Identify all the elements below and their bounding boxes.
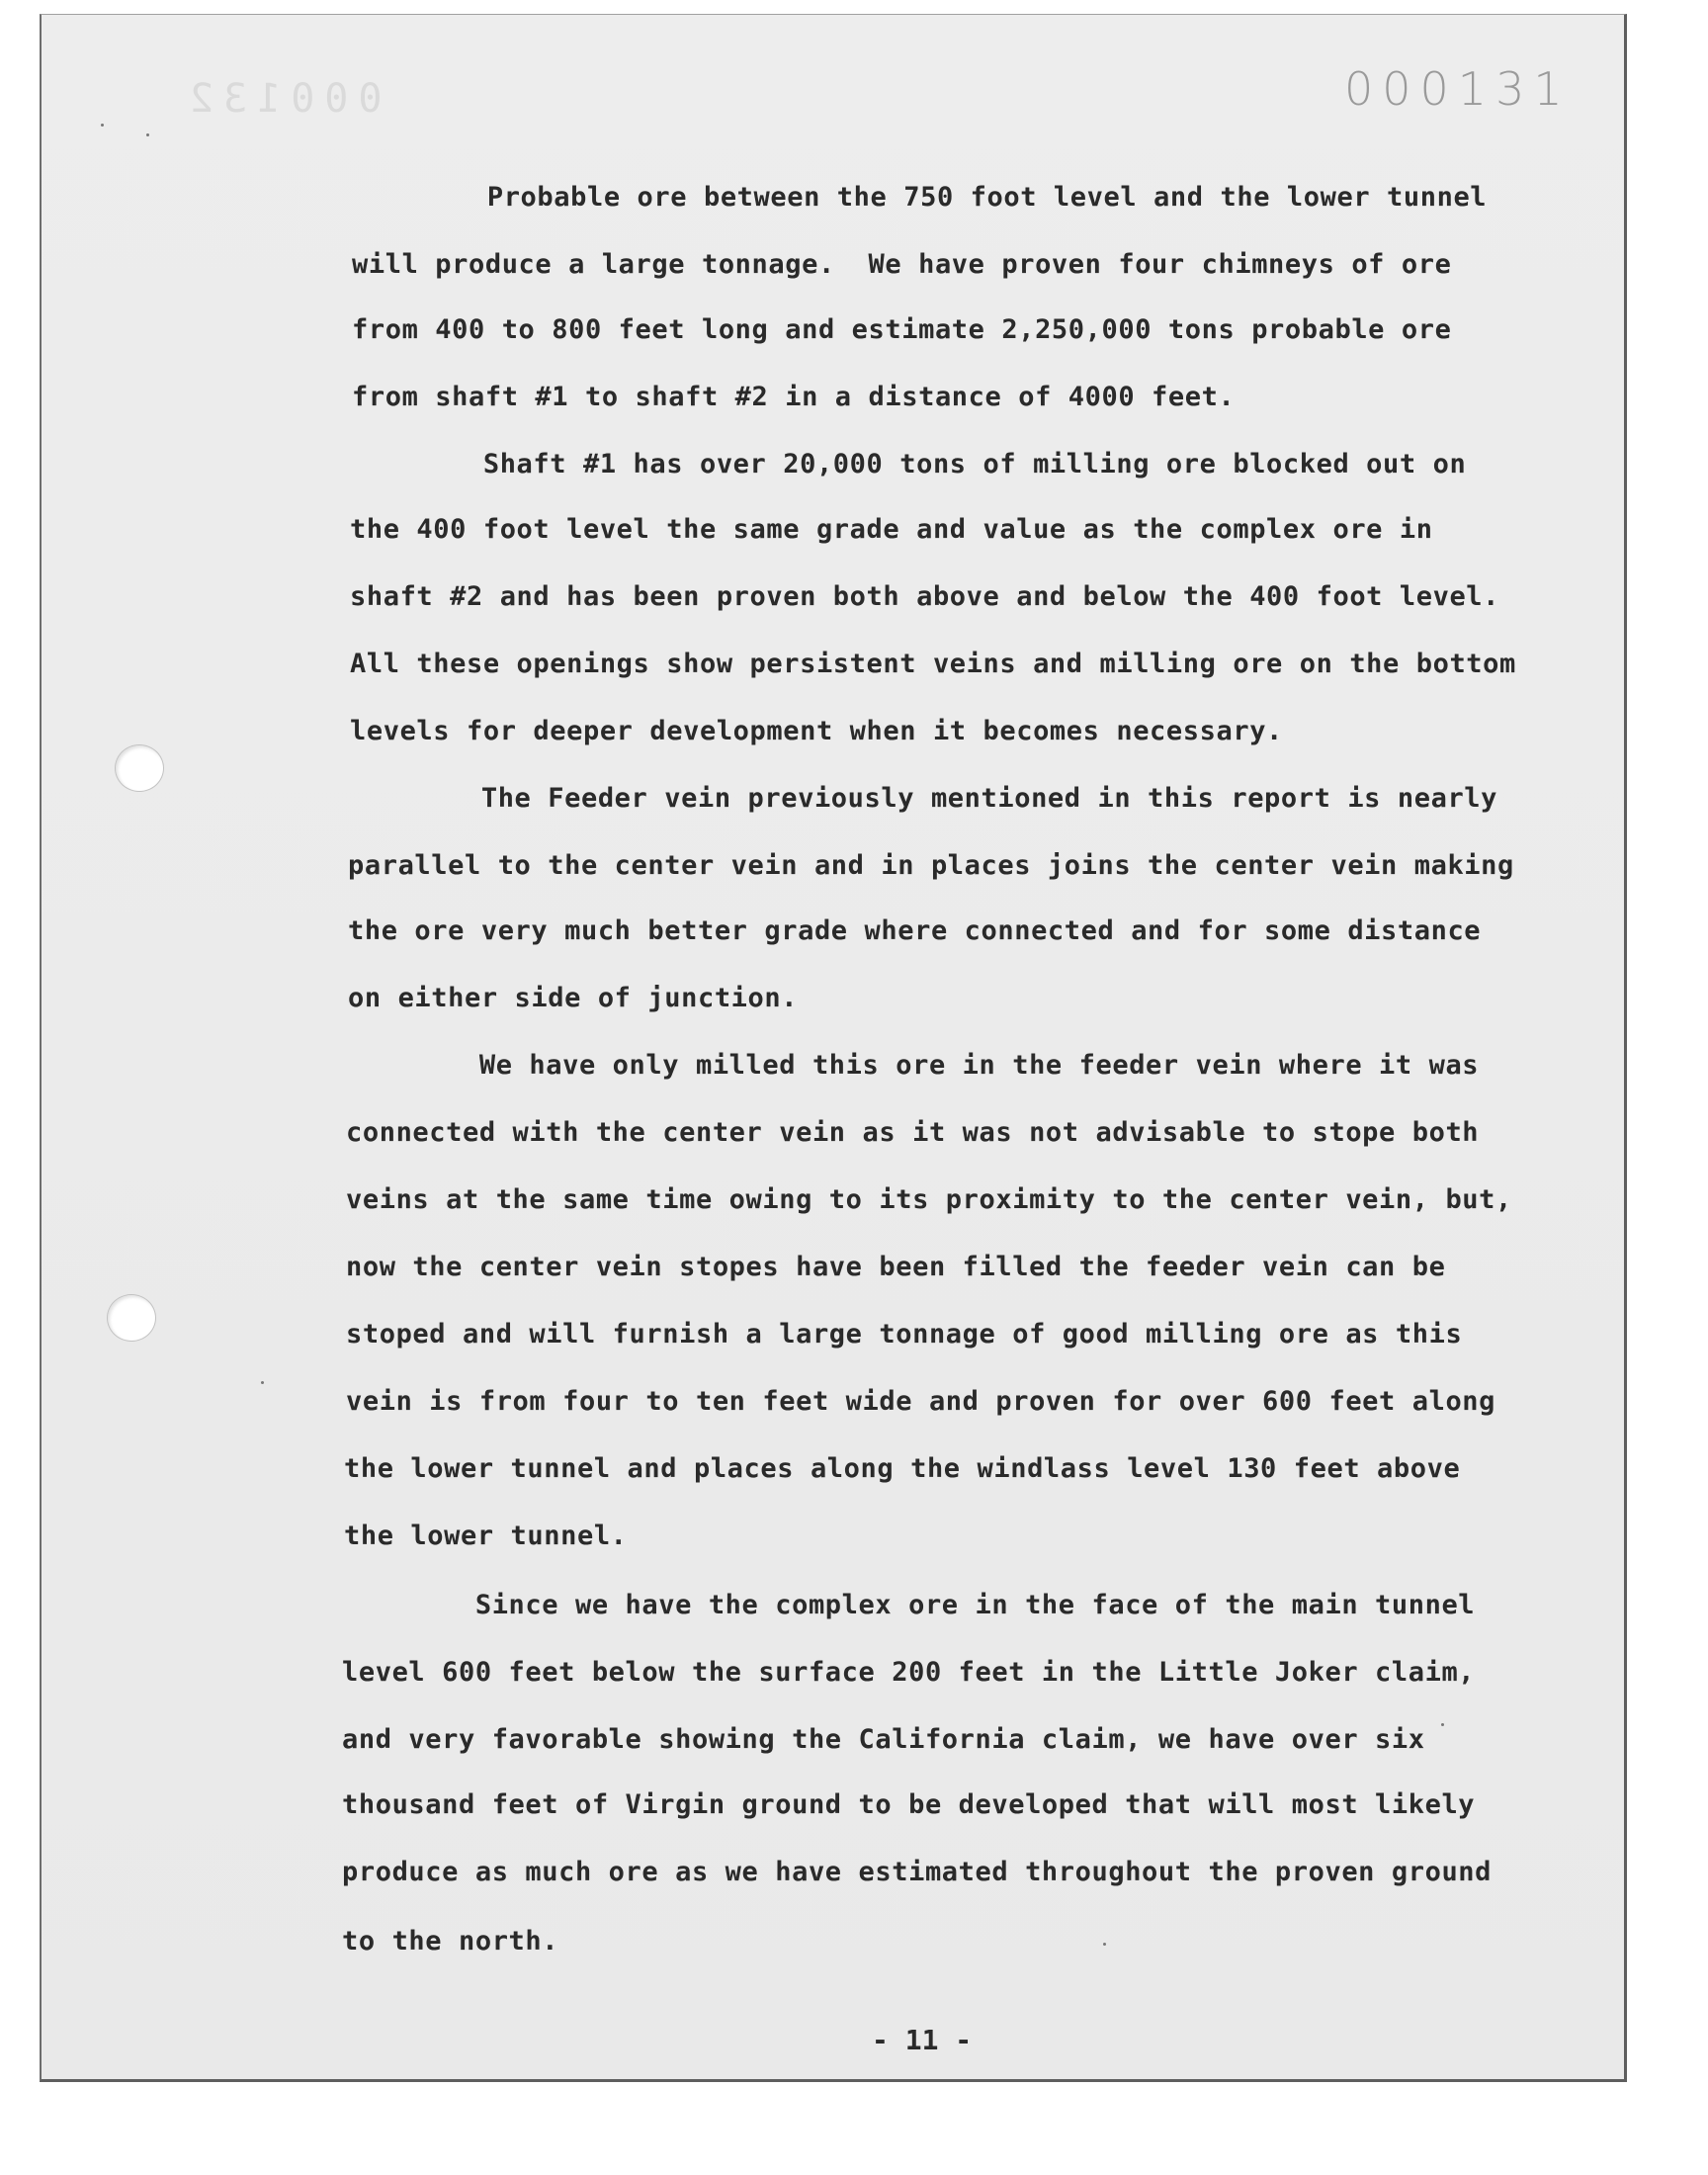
text-line: stoped and will furnish a large tonnage of good milling ore as this bbox=[346, 1319, 1463, 1349]
text-line: to the north. bbox=[342, 1926, 559, 1957]
bleed-through-number: 000132 bbox=[180, 76, 383, 122]
text-line: from 400 to 800 feet long and estimate 2,250,000 tons probable ore bbox=[352, 314, 1452, 345]
paper-speck bbox=[146, 133, 149, 136]
document-page bbox=[40, 14, 1627, 2082]
text-line: from shaft #1 to shaft #2 in a distance of 4000 feet. bbox=[352, 382, 1236, 412]
punch-hole-bottom bbox=[107, 1294, 156, 1342]
text-line: now the center vein stopes have been filled the feeder vein can be bbox=[346, 1252, 1446, 1282]
text-line: connected with the center vein as it was not advisable to stope both bbox=[346, 1117, 1480, 1148]
text-line: Shaft #1 has over 20,000 tons of milling ore blocked out on bbox=[350, 449, 1467, 479]
text-line: on either side of junction. bbox=[348, 983, 799, 1013]
paper-speck bbox=[261, 1381, 264, 1384]
text-line: will produce a large tonnage. We have proven four chimneys of ore bbox=[352, 249, 1452, 280]
text-line: Since we have the complex ore in the face of the main tunnel bbox=[342, 1590, 1476, 1620]
text-line: and very favorable showing the California claim, we have over six bbox=[342, 1724, 1425, 1755]
paper-speck bbox=[1441, 1723, 1444, 1726]
paper-speck bbox=[101, 124, 104, 127]
text-line: the lower tunnel and places along the windlass level 130 feet above bbox=[344, 1453, 1461, 1484]
text-line: parallel to the center vein and in places joins the center vein making bbox=[348, 850, 1514, 881]
paper-speck bbox=[1103, 1943, 1106, 1946]
text-line: the 400 foot level the same grade and value as the complex ore in bbox=[350, 514, 1433, 545]
text-line: shaft #2 and has been proven both above and below the 400 foot level. bbox=[350, 581, 1500, 612]
text-line: We have only milled this ore in the feeder vein where it was bbox=[346, 1050, 1480, 1081]
text-line: level 600 feet below the surface 200 feet in the Little Joker claim, bbox=[342, 1657, 1476, 1688]
text-line: veins at the same time owing to its proximity to the center vein, but, bbox=[346, 1184, 1512, 1215]
text-line: Probable ore between the 750 foot level and the lower tunnel bbox=[354, 182, 1488, 213]
text-line: produce as much ore as we have estimated throughout the proven ground bbox=[342, 1857, 1493, 1887]
text-line: All these openings show persistent veins and milling ore on the bottom bbox=[350, 649, 1516, 679]
text-line: The Feeder vein previously mentioned in this report is nearly bbox=[348, 783, 1498, 814]
text-line: vein is from four to ten feet wide and proven for over 600 feet along bbox=[346, 1386, 1496, 1417]
text-line: the lower tunnel. bbox=[344, 1521, 628, 1551]
punch-hole-top bbox=[115, 744, 164, 792]
document-stamp-number: 000131 bbox=[1344, 62, 1572, 116]
text-line: the ore very much better grade where connected and for some distance bbox=[348, 915, 1482, 946]
page-number: - 11 - bbox=[872, 2024, 973, 2056]
text-line: thousand feet of Virgin ground to be developed that will most likely bbox=[342, 1789, 1476, 1820]
text-line: levels for deeper development when it becomes necessary. bbox=[350, 716, 1283, 746]
